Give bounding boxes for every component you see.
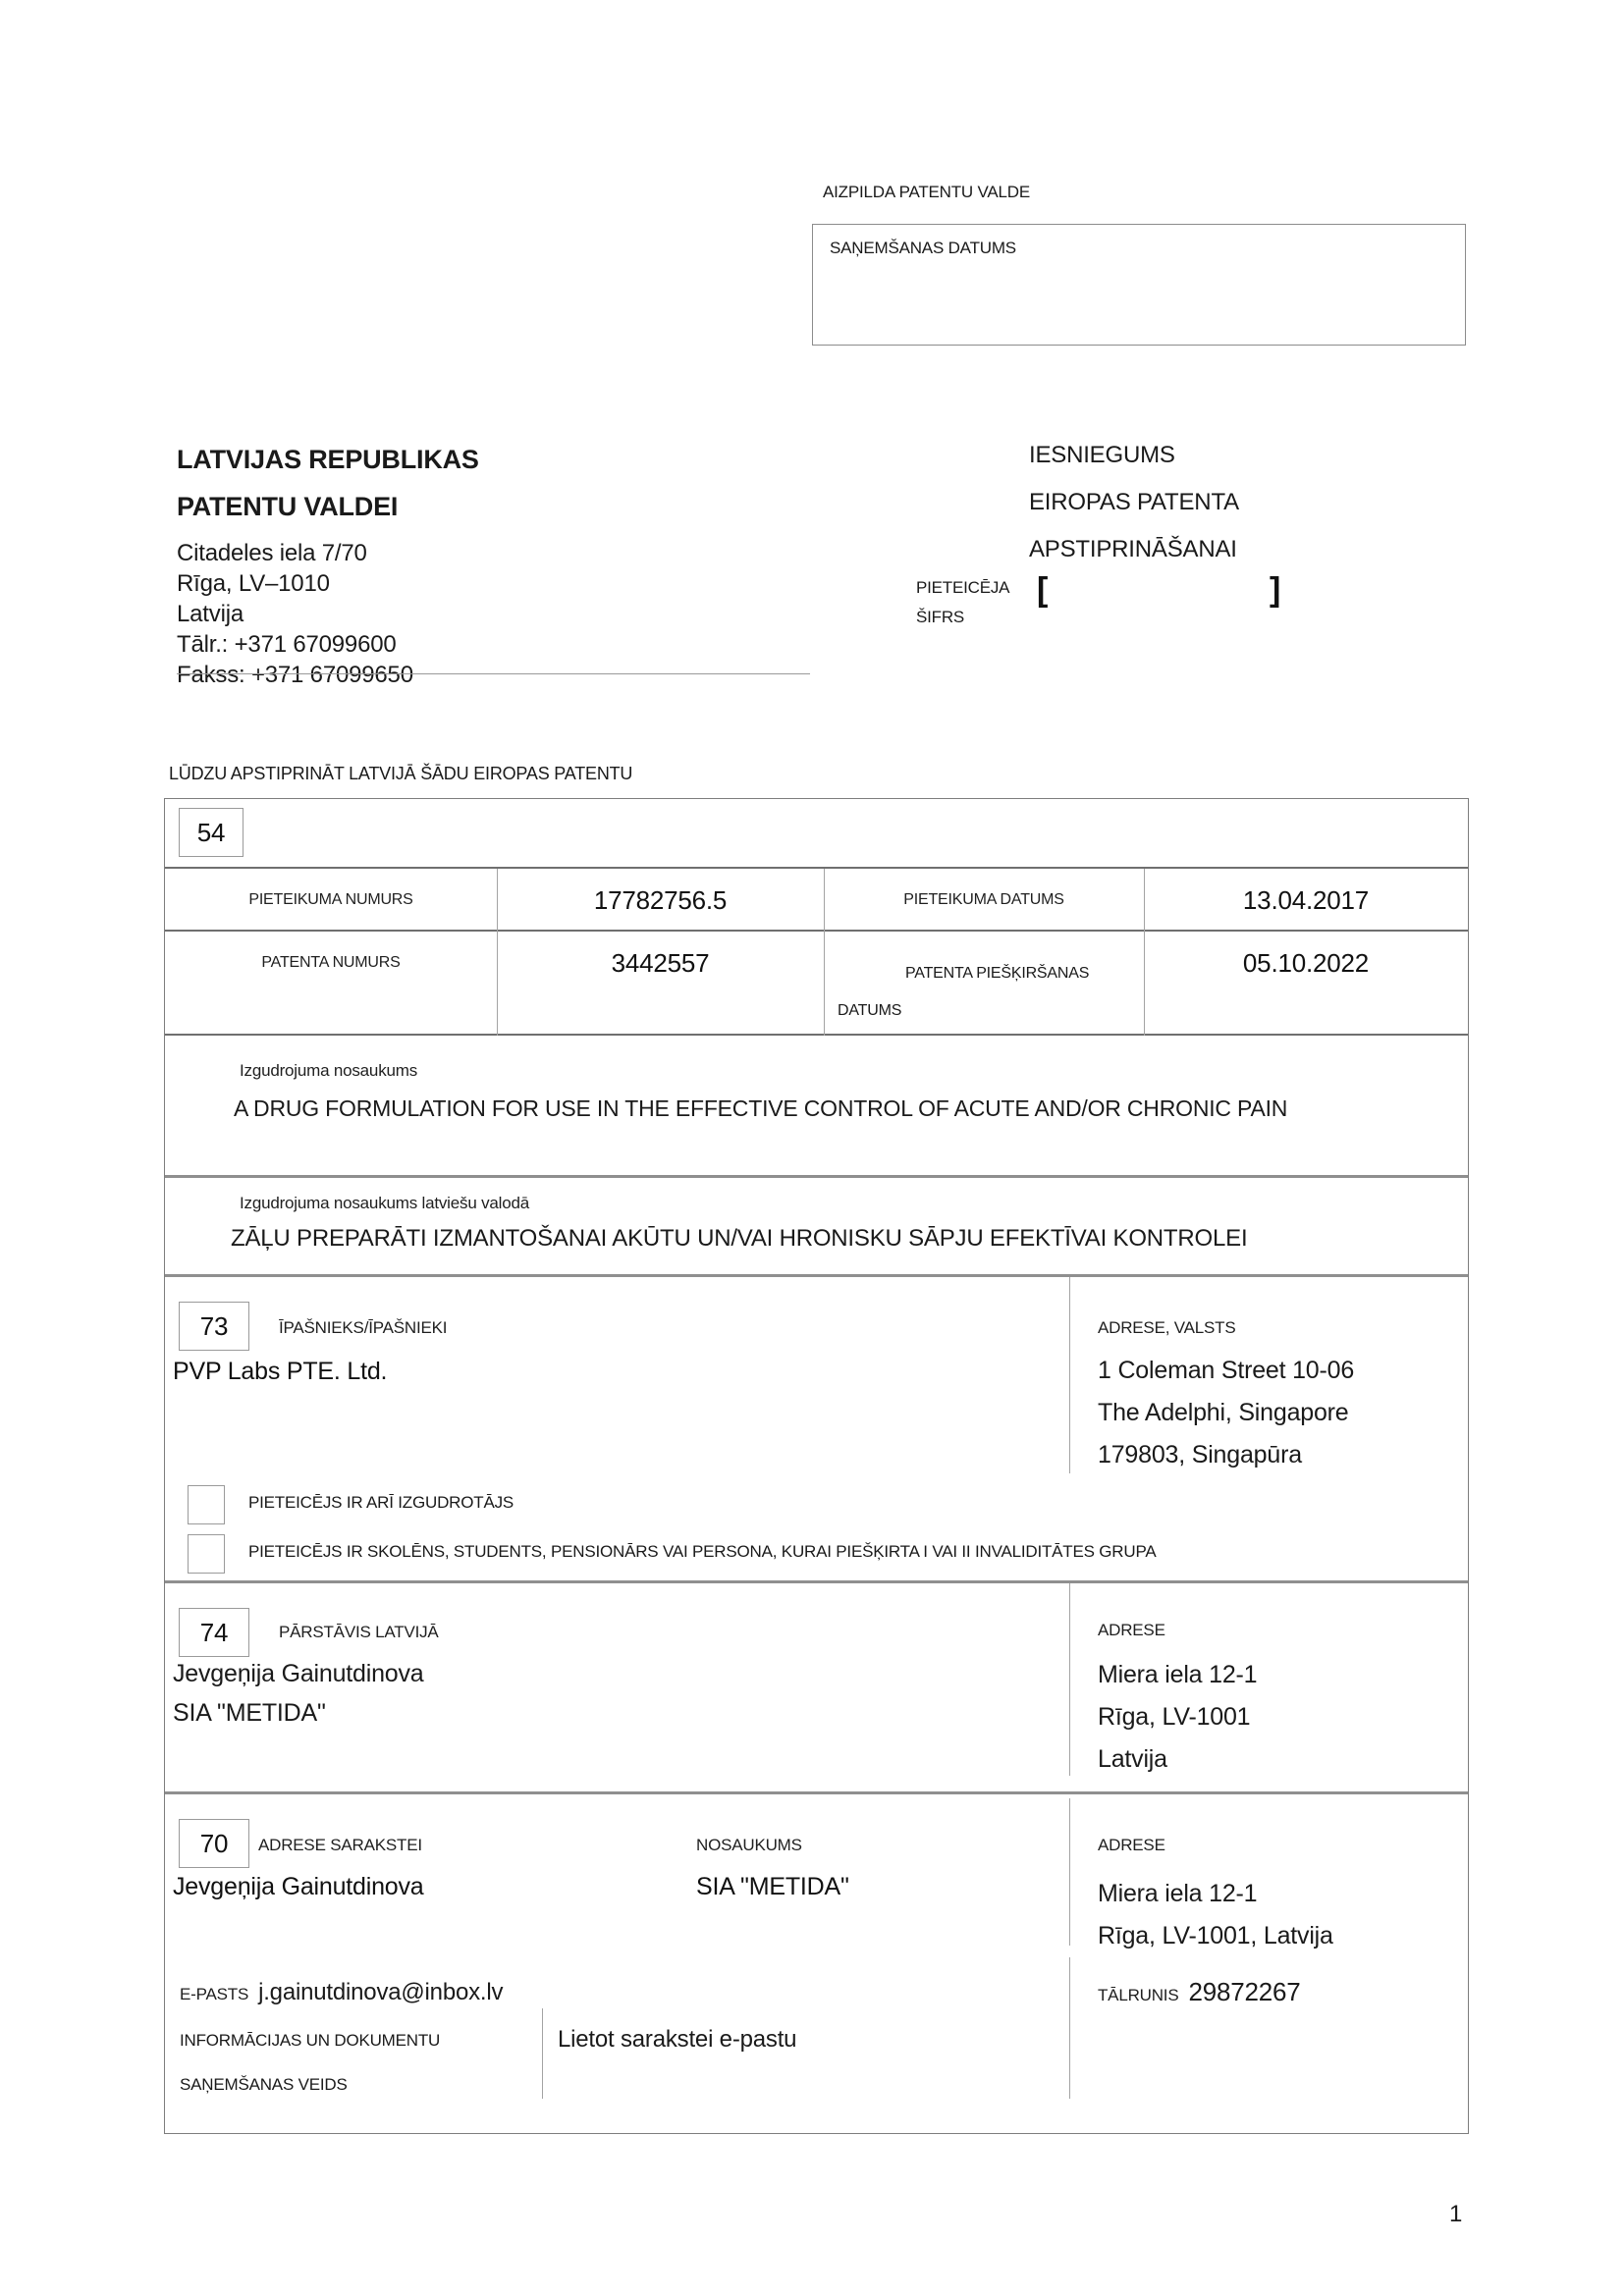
correspondence-company-label: NOSAUKUMS (696, 1836, 802, 1854)
representative-address (1098, 1654, 1257, 1781)
representative-name (173, 1654, 424, 1733)
received-date-box (812, 224, 1466, 346)
representative-address-line: Rīga, LV-1001 (1098, 1703, 1251, 1731)
recipient-fax: Fakss: +371 67099650 (177, 662, 413, 688)
recipient-phone: Tālr.: +371 67099600 (177, 631, 397, 658)
invention-title-label: Izgudrojuma nosaukums (240, 1061, 418, 1080)
received-date-label: SAŅEMŠANAS DATUMS (830, 239, 1016, 257)
row-owner (165, 1277, 1468, 1583)
patent-data-table (164, 798, 1469, 2134)
invention-title-lv: ZĀĻU PREPARĀTI IZMANTOŠANAI AKŪTU UN/VAI HRONISKU SĀPJU EFEKTĪVAI KONTROLEI (231, 1225, 1248, 1252)
column-divider (1069, 1957, 1070, 2099)
owner-label: ĪPAŠNIEKS/ĪPAŠNIEKI (279, 1318, 448, 1337)
owner-address-line: 179803, Singapūra (1098, 1441, 1302, 1468)
checkbox-applicant-status-label: PIETEICĒJS IR SKOLĒNS, STUDENTS, PENSIONĀRS VAI PERSONA, KURAI PIEŠĶIRTA I VAI II INVALIDITĀTES GRUPA (248, 1542, 1157, 1561)
email-label: E-PASTS (180, 1985, 249, 2003)
invention-title-en: A DRUG FORMULATION FOR USE IN THE EFFECTIVE CONTROL OF ACUTE AND/OR CHRONIC PAIN (234, 1095, 1288, 1121)
checkbox-applicant-is-inventor[interactable] (188, 1485, 225, 1524)
application-title-line: APSTIPRINĀŠANAI (1029, 536, 1237, 562)
inid-73-box: 73 (179, 1302, 249, 1351)
applicant-code-bracket-close: ] (1270, 571, 1281, 609)
applicant-code-label (916, 573, 1009, 632)
owner-name: PVP Labs PTE. Ltd. (173, 1358, 388, 1385)
representative-label: PĀRSTĀVIS LATVIJĀ (279, 1623, 439, 1641)
application-title-line: IESNIEGUMS (1029, 442, 1175, 468)
grant-date-label-text: PATENTA PIEŠĶIRŠANAS DATUMS (838, 965, 1090, 1019)
applicant-code-label-line: PIETEICĒJA (916, 578, 1010, 597)
row-representative (165, 1583, 1468, 1794)
owner-address-line: 1 Coleman Street 10-06 (1098, 1357, 1355, 1384)
correspondence-address-line: Rīga, LV-1001, Latvija (1098, 1922, 1333, 1949)
representative-address-line: Latvija (1098, 1745, 1167, 1773)
recipient-name-line1: LATVIJAS REPUBLIKAS (177, 445, 479, 474)
phone-label: TĀLRUNIS (1098, 1986, 1179, 2004)
correspondence-company: SIA "METIDA" (696, 1873, 849, 1900)
row-invention-title-en (165, 1036, 1468, 1178)
recipient-address-line: Citadeles iela 7/70 (177, 540, 367, 566)
correspondence-address-label: ADRESE (1098, 1836, 1165, 1854)
inid-70-box: 70 (179, 1819, 249, 1868)
owner-address (1098, 1350, 1354, 1476)
inid-74-box: 74 (179, 1608, 249, 1657)
owner-address-label: ADRESE, VALSTS (1098, 1318, 1236, 1337)
application-date-value: 13.04.2017 (1242, 885, 1370, 915)
correspondence-name: Jevgeņija Gainutdinova (173, 1873, 424, 1900)
applicant-code-bracket-open: [ (1037, 571, 1049, 609)
recipient-address (177, 538, 815, 690)
correspondence-label: ADRESE SARAKSTEI (258, 1836, 422, 1854)
column-divider (1069, 1798, 1070, 1946)
recipient-divider (177, 673, 810, 674)
phone-row (1098, 1977, 1301, 2007)
application-date-label: PIETEIKUMA DATUMS (903, 891, 1064, 908)
recipient-block (177, 436, 815, 690)
application-title-line: EIROPAS PATENTA (1029, 489, 1239, 515)
recipient-name-line2: PATENTU VALDEI (177, 492, 399, 521)
delivery-method-value: Lietot sarakstei e-pastu (558, 2026, 797, 2053)
checkbox-applicant-is-inventor-label: PIETEICĒJS IR ARĪ IZGUDROTĀJS (248, 1493, 514, 1512)
delivery-divider (542, 2008, 543, 2099)
recipient-address-line: Latvija (177, 601, 244, 627)
application-number-label: PIETEIKUMA NUMURS (248, 891, 413, 908)
patent-number-label: PATENTA NUMURS (261, 954, 401, 971)
correspondence-address (1098, 1873, 1333, 1957)
row-patent-number (165, 932, 1468, 1036)
patent-number-value: 3442557 (611, 948, 710, 978)
row-invention-title-lv (165, 1178, 1468, 1277)
invention-title-lv-label: Izgudrojuma nosaukums latviešu valodā (240, 1194, 529, 1212)
column-divider (1069, 1277, 1070, 1473)
email-value: j.gainutdinova@inbox.lv (258, 1979, 504, 2005)
representative-address-line: Miera iela 12-1 (1098, 1661, 1258, 1688)
checkbox-applicant-status[interactable] (188, 1534, 225, 1574)
email-row (180, 1979, 503, 2006)
row-application-number (165, 869, 1468, 932)
row-inid-54 (165, 799, 1468, 869)
delivery-method-label: INFORMĀCIJAS UN DOKUMENTU SAŅEMŠANAS VEIDS (180, 2031, 441, 2094)
owner-address-line: The Adelphi, Singapore (1098, 1399, 1349, 1426)
grant-date-value: 05.10.2022 (1242, 948, 1370, 978)
column-divider (1069, 1583, 1070, 1776)
row-correspondence (165, 1794, 1468, 2133)
grant-date-label (824, 932, 1144, 1030)
application-number-value: 17782756.5 (593, 885, 728, 915)
phone-value: 29872267 (1188, 1977, 1301, 2006)
representative-company: SIA "METIDA" (173, 1699, 326, 1727)
inid-54-box: 54 (179, 808, 244, 857)
page-number: 1 (1449, 2201, 1463, 2227)
office-use-label: AIZPILDA PATENTU VALDE (823, 183, 1030, 201)
representative-name-line: Jevgeņija Gainutdinova (173, 1660, 424, 1687)
application-title (1029, 432, 1239, 573)
representative-address-label: ADRESE (1098, 1621, 1165, 1639)
request-line: LŪDZU APSTIPRINĀT LATVIJĀ ŠĀDU EIROPAS PATENTU (169, 764, 633, 783)
recipient-address-line: Rīga, LV–1010 (177, 570, 330, 597)
correspondence-address-line: Miera iela 12-1 (1098, 1880, 1258, 1907)
applicant-code-label-line: ŠIFRS (916, 608, 965, 626)
